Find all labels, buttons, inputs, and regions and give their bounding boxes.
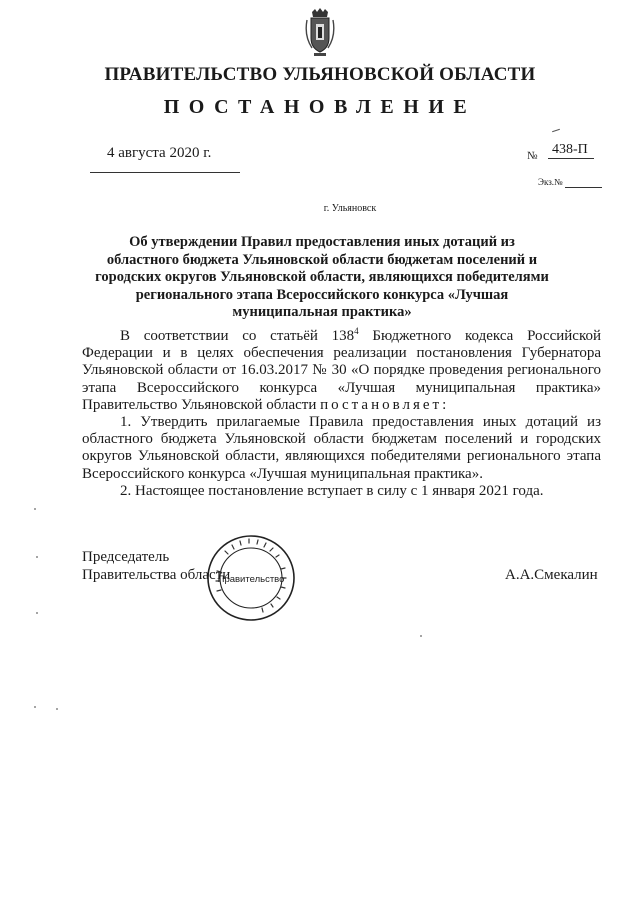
resolution-word: постановляет:: [320, 396, 450, 413]
document-type: ПОСТАНОВЛЕНИЕ: [163, 96, 477, 118]
signatory-position-line1: Председатель: [82, 549, 170, 565]
city: г. Ульяновск: [323, 203, 377, 214]
paragraph-item-1: 1. Утвердить прилагаемые Правила предоставления иных дотаций из областного бюджета Ульяновской области бюджетам поселений и городских округов Ульяновской области, являющихся победителями регионального этапа Всероссийского конкурса «Лучшая муниципальная практика».: [82, 414, 601, 482]
number-mark: [552, 129, 560, 132]
document-date: 4 августа 2020 г.: [107, 145, 212, 161]
copy-label: Экз.№: [538, 177, 563, 187]
official-seal: [205, 533, 297, 623]
signatory-name: А.А.Смекалин: [505, 567, 598, 583]
document-body: [82, 323, 601, 500]
copy-number-line: [565, 187, 602, 188]
signatory-position-line2: Правительства области: [82, 567, 231, 583]
paragraph-preamble: В соответствии со статьёй $138^4$ Бюджетного кодекса Российской Федерации и в целях обеспечения реализации постановления Губернатора Ульяновской области от 16.03.2017 № 30 «О порядке проведения регионального этапа Всероссийского конкурса «Лучшая муниципальная практика» Правительство Ульяновской области постановляет:: [82, 326, 601, 413]
date-underline: [90, 172, 240, 173]
superscript: 4: [354, 326, 359, 336]
coat-of-arms-icon: [304, 8, 336, 58]
number-label: №: [527, 150, 538, 162]
document-title: Об утверждении Правил предоставления иных дотаций из областного бюджета Ульяновской области бюджетам поселений и городских округов Ульяновской области, являющихся победителями регионального этапа Всероссийского конкурса «Лучшая муниципальная практика»: [95, 234, 549, 320]
seal-center-text: Правительство: [217, 574, 285, 585]
organization-title: ПРАВИТЕЛЬСТВО УЛЬЯНОВСКОЙ ОБЛАСТИ: [104, 64, 536, 85]
document-number: 438-П: [548, 142, 594, 159]
paragraph-item-2: 2. Настоящее постановление вступает в силу с 1 января 2021 года.: [120, 482, 544, 499]
